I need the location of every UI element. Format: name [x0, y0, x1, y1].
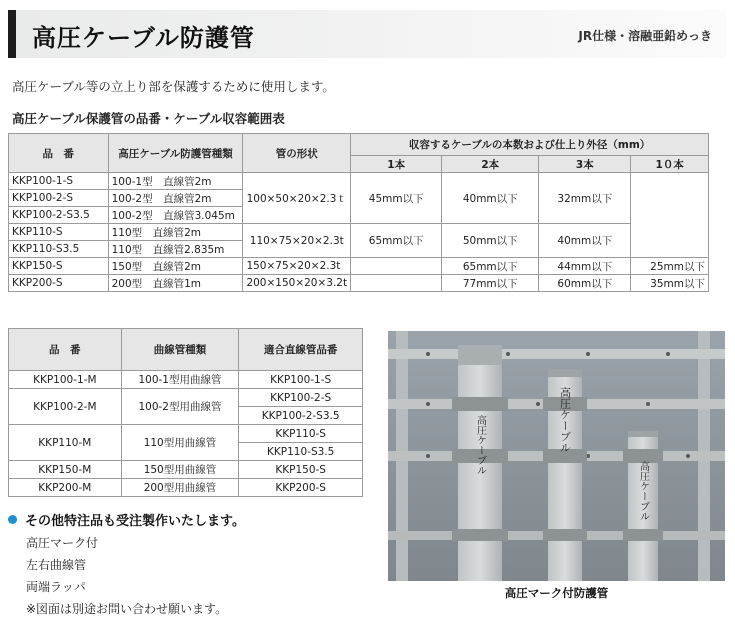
photo-caption: 高圧マーク付防護管	[504, 586, 609, 600]
cell-hinban: KKP100-1-S	[9, 173, 109, 190]
table1-title: 高圧ケーブル保護管の品番・ケーブル収容範囲表	[12, 111, 285, 126]
pipe-label: 高圧ケーブル	[637, 461, 649, 521]
cell-match: KKP100-2-S	[239, 389, 363, 407]
product-photo	[388, 331, 725, 581]
pipe-label: 高圧ケーブル	[558, 387, 572, 453]
cell-curve-type: 100-2型用曲線管	[121, 389, 239, 425]
cell-c1-empty	[351, 258, 442, 275]
cell-c3: 32mm以下	[539, 173, 631, 224]
cell-hinban: KKP100-1-M	[9, 371, 122, 389]
spec-tag: JR仕様・溶融亜鉛めっき	[578, 29, 712, 43]
cell-match: KKP100-1-S	[239, 371, 363, 389]
special-orders	[8, 510, 245, 617]
cell-curve-type: 200型用曲線管	[121, 479, 239, 497]
col-header-2: 2本	[442, 156, 539, 173]
col-header-hinban: 品 番	[9, 329, 122, 371]
cell-type: 200型 直線管1m	[108, 275, 243, 292]
cell-c10-empty	[631, 173, 709, 258]
cell-c1: 65mm以下	[351, 224, 442, 258]
cell-curve-type: 110型用曲線管	[121, 425, 239, 461]
cell-type: 100-2型 直線管3.045m	[108, 207, 243, 224]
cell-c2: 65mm以下	[442, 258, 539, 275]
special-item: 両端ラッパ	[26, 580, 86, 594]
cell-hinban: KKP110-S	[9, 224, 109, 241]
cell-hinban: KKP110-M	[9, 425, 122, 461]
table-row	[9, 275, 709, 292]
cell-match: KKP150-S	[239, 461, 363, 479]
intro-text: 高圧ケーブル等の立上り部を保護するために使用します。	[12, 79, 335, 94]
cell-curve-type: 100-1型用曲線管	[121, 371, 239, 389]
cell-match: KKP110-S	[239, 425, 363, 443]
table-row	[9, 389, 363, 407]
cell-c10: 25mm以下	[631, 258, 709, 275]
capacity-table	[8, 133, 709, 292]
cell-c2: 50mm以下	[442, 224, 539, 258]
col-header-1: 1本	[351, 156, 442, 173]
bullet-icon	[8, 515, 17, 524]
table-row	[9, 461, 363, 479]
cell-c1: 45mm以下	[351, 173, 442, 224]
cell-c3: 60mm以下	[539, 275, 631, 292]
col-header-cable: 収容するケーブルの本数および仕上り外径（mm）	[351, 134, 709, 156]
special-item: 高圧マーク付	[26, 536, 99, 550]
cell-shape: 100×50×20×2.3ｔ	[243, 173, 351, 224]
col-header-match: 適合直線管品番	[239, 329, 363, 371]
page-title: 高圧ケーブル防護管	[32, 24, 255, 52]
cell-hinban: KKP110-S3.5	[9, 241, 109, 258]
col-header-3: 3本	[539, 156, 631, 173]
table-row	[9, 371, 363, 389]
special-heading: その他特注品も受注製作いたします。	[25, 514, 245, 529]
cell-match: KKP200-S	[239, 479, 363, 497]
curve-pipe-table	[8, 328, 363, 497]
cell-hinban: KKP100-2-S	[9, 190, 109, 207]
pipe-label: 高圧ケーブル	[474, 415, 486, 475]
cell-type: 100-1型 直線管2m	[108, 173, 243, 190]
cell-c3: 44mm以下	[539, 258, 631, 275]
cell-type: 100-2型 直線管2m	[108, 190, 243, 207]
cell-c3: 40mm以下	[539, 224, 631, 258]
cell-curve-type: 150型用曲線管	[121, 461, 239, 479]
col-header-hinban: 品 番	[9, 134, 109, 173]
cell-shape: 200×150×20×3.2t	[243, 275, 351, 292]
cell-shape: 150×75×20×2.3t	[243, 258, 351, 275]
cell-type: 110型 直線管2m	[108, 224, 243, 241]
cell-hinban: KKP150-M	[9, 461, 122, 479]
cell-hinban: KKP100-2-S3.5	[9, 207, 109, 224]
table-row	[9, 173, 709, 190]
table-row	[9, 479, 363, 497]
cell-hinban: KKP200-S	[9, 275, 109, 292]
cell-c1-empty	[351, 275, 442, 292]
cell-c2: 40mm以下	[442, 173, 539, 224]
cell-type: 150型 直線管2m	[108, 258, 243, 275]
table-row	[9, 425, 363, 443]
col-header-shape: 管の形状	[243, 134, 351, 173]
cell-c2: 77mm以下	[442, 275, 539, 292]
cell-type: 110型 直線管2.835m	[108, 241, 243, 258]
cell-hinban: KKP150-S	[9, 258, 109, 275]
cell-match: KKP100-2-S3.5	[239, 407, 363, 425]
cell-match: KKP110-S3.5	[239, 443, 363, 461]
col-header-curve-type: 曲線管種類	[121, 329, 239, 371]
special-item: 左右曲線管	[26, 558, 87, 572]
page-header	[8, 10, 726, 58]
cell-shape: 110×75×20×2.3t	[243, 224, 351, 258]
cell-c10: 35mm以下	[631, 275, 709, 292]
table-row	[9, 258, 709, 275]
special-item: ※図面は別途お問い合わせ願います。	[26, 602, 228, 616]
col-header-10: 1０本	[631, 156, 709, 173]
table-row	[9, 224, 709, 241]
col-header-type: 高圧ケーブル防護管種類	[108, 134, 243, 173]
cell-hinban: KKP200-M	[9, 479, 122, 497]
cell-hinban: KKP100-2-M	[9, 389, 122, 425]
